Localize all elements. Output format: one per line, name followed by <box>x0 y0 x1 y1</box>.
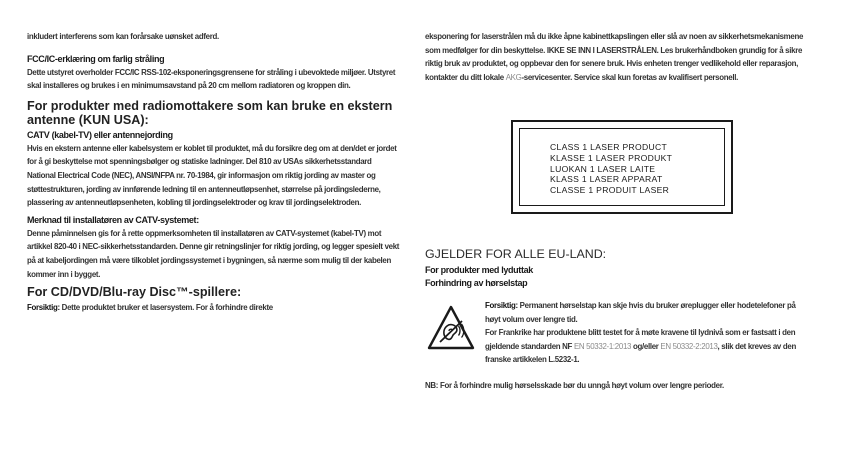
france-text-c: , slik det kreves av den franske artikkelen L.5232-1. <box>485 340 796 365</box>
eu-sub-audio: For produkter med lyduttak <box>425 265 533 275</box>
france-requirement <box>485 326 808 367</box>
cd-caution <box>27 301 400 315</box>
cd-heading: For CD/DVD/Blu-ray Disc™-spillere: <box>27 285 242 300</box>
laser-intro <box>425 30 808 84</box>
laser-line: KLASSE 1 LASER PRODUKT <box>550 152 673 163</box>
france-text-b: og/eller <box>632 340 659 351</box>
catv-heading: CATV (kabel-TV) eller antennejording <box>27 129 173 140</box>
laser-intro-text: eksponering for laserstrålen må du ikke åpne kabinettkapslingen eller slå av noen av sikkerhetsmekanismene som medfølger for din beskyttelse. IKKE SE INN I LASERSTRÅLEN. Les brukerhåndboken grundig for å sikre riktig bruk av produktet, og oppbevar den for senere bruk. Hvis enheten trenger vedlikehold eller reparasjon, kontakter du ditt lokale <box>425 31 804 82</box>
laser-intro-tail: -servicesenter. Service skal kun foretas av kvalifisert personell. <box>521 71 738 82</box>
left-column <box>27 30 402 315</box>
hearing-warning <box>425 299 810 367</box>
fcc-heading: FCC/IC-erklæring om farlig stråling <box>27 53 165 64</box>
merknad-heading: Merknad til installatøren av CATV-systemet: <box>27 214 199 225</box>
eu-sub-hearing: Forhindring av hørselstap <box>425 278 528 288</box>
france-standard-2: EN 50332-2:2013 <box>660 340 718 351</box>
hearing-damage-warning-icon <box>427 305 475 351</box>
laser-line: KLASS 1 LASER APPARAT <box>550 174 663 185</box>
france-text-a: For Frankrike har produktene blitt testet for å møte kravene til lydnivå som er fastsatt i den gjeldende standarden NF <box>485 327 796 351</box>
akg-label: AKG <box>505 71 522 82</box>
eu-heading: GJELDER FOR ALLE EU-LAND: <box>425 247 607 261</box>
eu-section <box>425 247 810 393</box>
laser-class-label <box>511 120 733 214</box>
intro-line: inkludert interferens som kan forårsake uønsket adferd. <box>27 31 219 41</box>
laser-line: CLASSE 1 PRODUIT LASER <box>550 185 670 196</box>
warning-caution-label: Forsiktig: <box>485 300 518 310</box>
fcc-text: Dette utstyret overholder FCC/IC RSS-102-eksponeringsgrensene for stråling i ubevoktede miljøer. Utstyret skal installeres og brukes i en minimumsavstand på 20 cm mellom radiatoren og kroppen din. <box>27 66 396 91</box>
catv-text: Hvis en ekstern antenne eller kabelsystem er koblet til produktet, må du forsikre deg om at den/det er jordet for å gi beskyttelse mot spenningsbølger og statiske ladninger. Del 810 av USAs sikkerhetsstandard National Electrical Code (NEC), ANSI/NFPA nr. 70-1984, gir informasjon om riktig jording av master og støttestrukturen, jording av innførende ledning til en antenneutløpsenhet, størrelse på jordingslederne, plassering av antenneutløpsenheten, kobling til jordingselektroder og krav til jordingselektroden. <box>27 142 397 208</box>
hearing-warning-text <box>485 299 810 367</box>
france-standard-1: EN 50332-1:2013 <box>573 340 632 351</box>
laser-class-label-inner <box>519 128 725 206</box>
cd-caution-text: Dette produktet bruker et lasersystem. For å forhindre direkte <box>61 302 273 313</box>
merknad-text: Denne påminnelsen gis for å rette oppmerksomheten til installatøren av CATV-systemet (kabel-TV) mot artikkel 820-40 i NEC-sikkerhetsstandarden. Denne gir retningslinjer for riktig jording, og legger spesielt vekt på at kabeljordingen må være tilkoblet jordingssystemet i bygningen, så nærme som mulig til der kabelen kommer inn i bygget. <box>27 227 400 279</box>
laser-line: CLASS 1 LASER PRODUCT <box>550 142 668 152</box>
warning-caution-text: Permanent hørselstap kan skje hvis du bruker øreplugger eller hodetelefoner på høyt volum over lengre tid. <box>485 300 796 324</box>
right-column <box>425 30 810 84</box>
cd-caution-label: Forsiktig: <box>27 302 60 313</box>
nb-note: NB: For å forhindre mulig hørselsskade bør du unngå høyt volum over lengre perioder. <box>425 379 724 390</box>
warning-caution <box>485 299 808 326</box>
radio-heading: For produkter med radiomottakere som kan bruke en ekstern antenne (KUN USA): <box>27 98 393 127</box>
laser-line: LUOKAN 1 LASER LAITE <box>550 163 656 174</box>
